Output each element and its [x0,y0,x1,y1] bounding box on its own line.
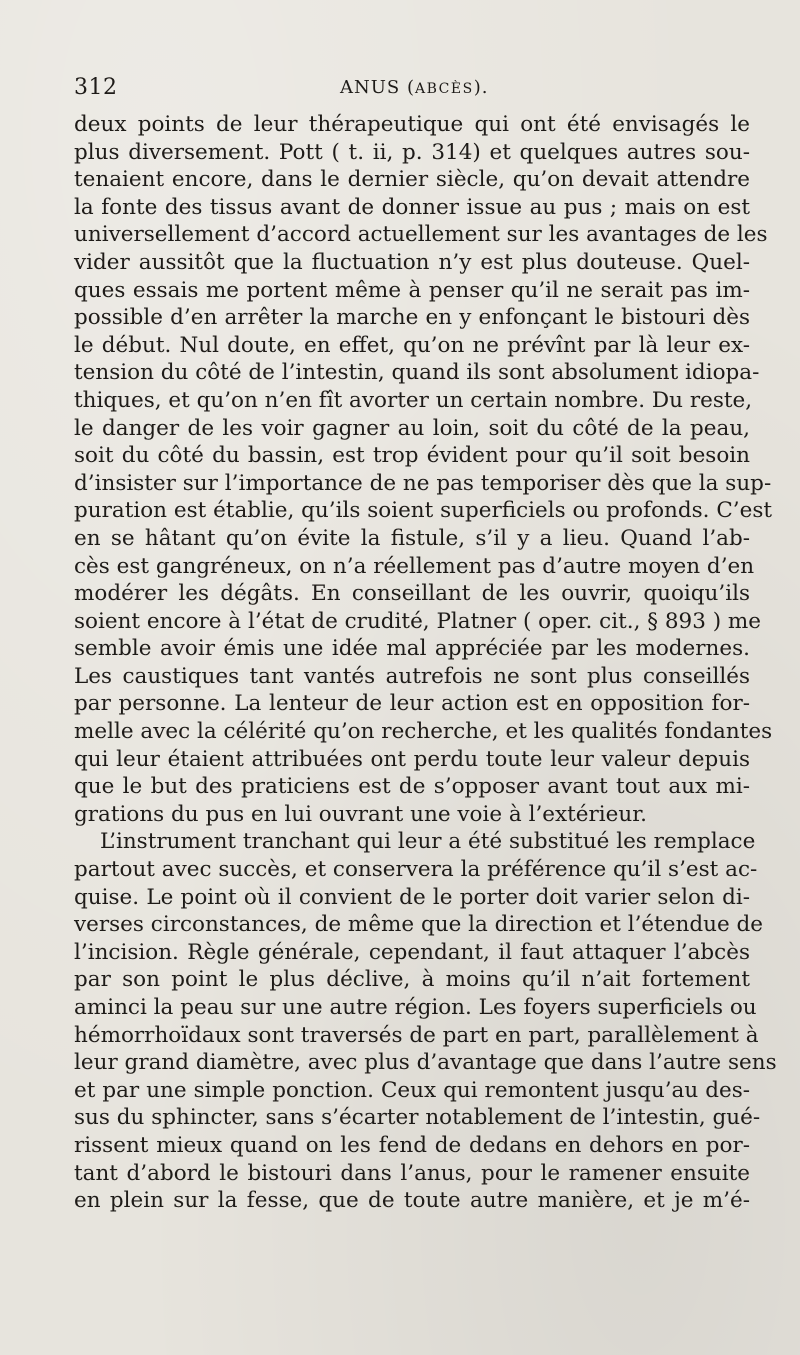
text-line: et par une simple ponction. Ceux qui remontent jusqu’au des- [74,1077,750,1103]
text-line: la fonte des tissus avant de donner issue au pus ; mais on est [74,194,750,220]
text-line: possible d’en arrêter la marche en y enfonçant le bistouri dès [74,305,750,331]
text-line: d’insister sur l’importance de ne pas temporiser dès que la sup- [74,470,772,496]
text-line: universellement d’accord actuellement sur les avantages de les [74,222,768,248]
text-line: sus du sphincter, sans s’écarter notablement de l’intestin, gué- [74,1105,761,1131]
text-line: modérer les dégâts. En conseillant de les ouvrir, quoiqu’ils [74,581,750,607]
body-text [74,111,777,1215]
text-line: leur grand diamètre, avec plus d’avantage que dans l’autre sens [74,1050,777,1076]
text-line: vider aussitôt que la fluctuation n’y est plus douteuse. Quel- [74,249,750,275]
running-title-end: ). [473,77,489,98]
text-line: deux points de leur thérapeutique qui ont été envisagés le [74,112,750,137]
text-line: melle avec la célérité qu’on recherche, et les qualités fondantes [74,719,773,745]
text-line: rissent mieux quand on les fend de dedans en dehors en por- [74,1132,750,1158]
text-line: qui leur étaient attribuées ont perdu toute leur valeur depuis [74,746,750,772]
text-line: aminci la peau sur une autre région. Les foyers superficiels ou [74,995,757,1020]
text-line: que le but des praticiens est de s’opposer avant tout aux mi- [74,774,750,800]
text-line: par son point le plus déclive, à moins qu’il n’ait fortement [74,967,750,993]
text-line: cès est gangréneux, on n’a réellement pas d’autre moyen d’en [74,553,755,579]
text-line: par personne. La lenteur de leur action est en opposition for- [74,691,750,717]
text-line: le danger de les voir gagner au loin, soit du côté de la peau, [74,415,750,441]
text-line: l’incision. Règle générale, cependant, il faut attaquer l’abcès [74,939,750,965]
text-line: semble avoir émis une idée mal appréciée par les modernes. [74,636,750,662]
text-line: tant d’abord le bistouri dans l’anus, pour le ramener ensuite [74,1160,750,1186]
text-line: soient encore à l’état de crudité, Platner ( oper. cit., § 893 ) me [74,608,762,634]
text-line: ques essais me portent même à penser qu’il ne serait pas im- [74,277,750,303]
text-line: soit du côté du bassin, est trop évident pour qu’il soit besoin [74,443,750,469]
text-line-paragraph-start: L’instrument tranchant qui leur a été substitué les remplace [100,829,756,855]
running-head [74,74,750,104]
running-title [340,74,488,103]
text-line: hémorrhoïdaux sont traversés de part en part, parallèlement à [74,1022,759,1048]
text-line: partout avec succès, et conservera la préférence qu’il s’est ac- [74,857,758,883]
text-line: puration est établie, qu’ils soient superficiels ou profonds. C’est [74,498,773,524]
text-line: quise. Le point où il convient de le porter doit varier selon di- [74,884,750,910]
text-line: Les caustiques tant vantés autrefois ne sont plus conseillés [74,663,750,689]
running-title-small: ABCÈS [415,81,474,97]
text-line: en se hâtant qu’on évite la fistule, s’il y a lieu. Quand l’ab- [74,525,750,551]
text-line: plus diversement. Pott ( t. ii, p. 314) et quelques autres sou- [74,139,750,165]
page-number: 312 [74,75,118,100]
text-line: en plein sur la fesse, que de toute autre manière, et je m’é- [74,1188,750,1214]
text-line: tension du côté de l’intestin, quand ils sont absolument idiopa- [74,360,760,386]
text-line: le début. Nul doute, en effet, qu’on ne prévînt par là leur ex- [74,332,750,358]
text-line-paragraph-end: grations du pus en lui ouvrant une voie à l’extérieur. [74,801,647,827]
text-line: verses circonstances, de même que la direction et l’étendue de [74,912,763,938]
running-title-main: ANUS ( [340,77,415,98]
text-line: thiques, et qu’on n’en fît avorter un certain nombre. Du reste, [74,387,753,413]
text-line: tenaient encore, dans le dernier siècle, qu’on devait attendre [74,167,750,193]
